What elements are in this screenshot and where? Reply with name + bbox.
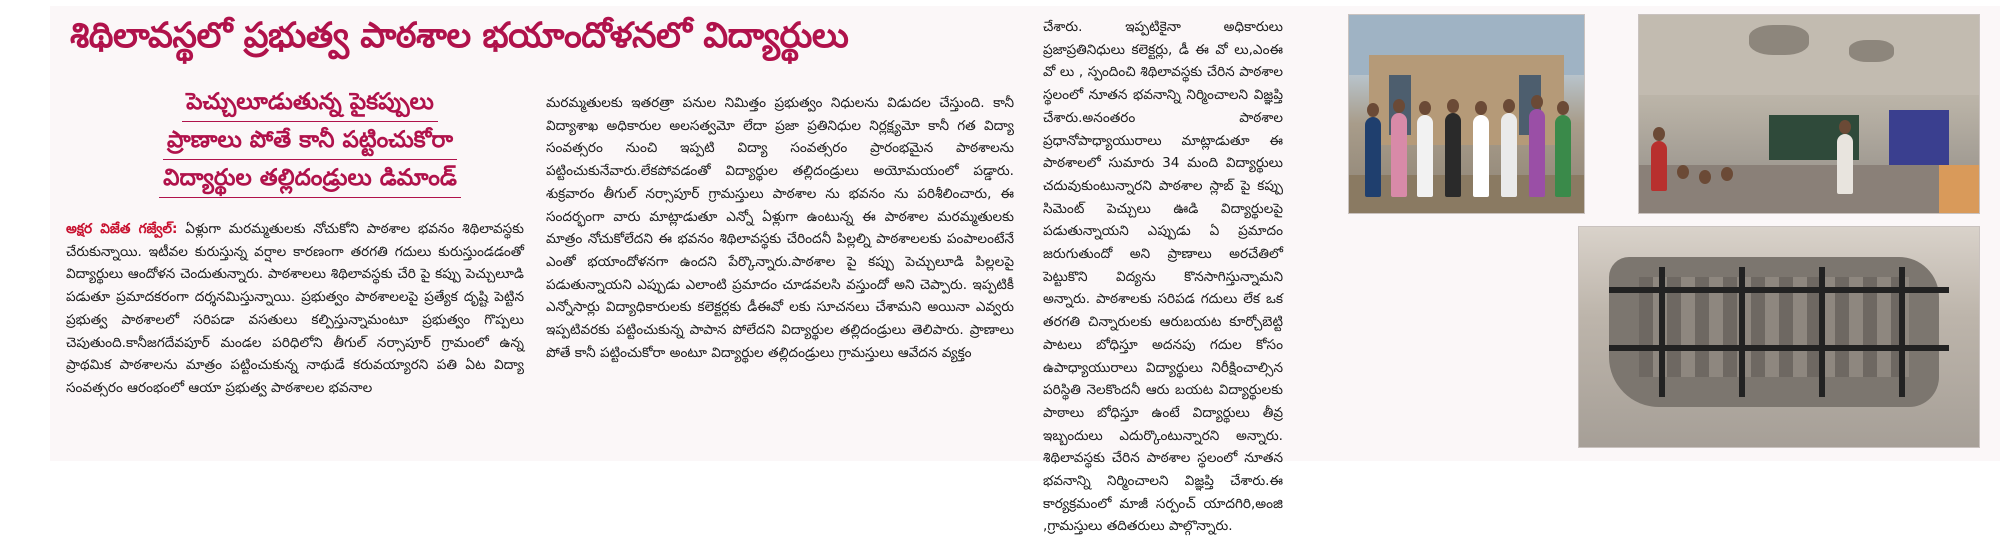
child-head (1721, 167, 1733, 181)
ceiling-damage (1849, 40, 1894, 62)
person-figure (1473, 115, 1489, 197)
person-figure (1445, 113, 1461, 197)
person-head (1503, 99, 1515, 113)
person-head (1531, 95, 1543, 109)
rebar-rod (1659, 267, 1665, 397)
person-head (1419, 101, 1431, 115)
person-figure (1651, 141, 1667, 191)
person-figure (1417, 115, 1433, 197)
column-2-text: మరమ్మతులకు ఇతరత్రా పనుల నిమిత్తం ప్రభుత్వం నిధులను విడుదల చేస్తుంది. కానీ విద్యాశాఖ అధికారుల అలసత్వమో లేదా ప్రజా ప్రతినిధుల నిర్లక్ష్యమో కానీ గత విద్యా సంవత్సరం నుంచి ఇప్పటి విద్యా సంవత్సరం ప్రారంభమైన పాఠశాలను పట్టించుకునేవారు.లేకపోవడంతో విద్యార్థుల తల్లిదండ్రులు అయోమయంలో పడ్డారు. శుక్రవారం తీగుల్ నర్సాపూర్ గ్రామస్తులు పాఠశాల ను భవనం ను పరిశీలించారు, ఈ సందర్భంగా వారు మాట్లాడుతూ ఎన్నో ఏళ్లుగా ఉంటున్న ఈ పాఠశాల మరమ్మతులకు మాత్రం నోచుకోలేదని ఈ భవనం శిథిలావస్థకు చేరిందనీ పిల్లల్ని పాఠశాలలకు పంపాలంటేనే ఎంతో భయాందోళనగా ఉందని పేర్కొన్నారు.పాఠశాల పై కప్పు పెచ్చులూడి పిల్లలపై పడుతున్నాయని ఎప్పుడు ఎలాంటి ప్రమాదం చూడవలసి వస్తుందో అని చెప్పారు. ఇప్పటికీ ఎన్నోసార్లు విద్యాధికారులకు కలెక్టర్లకు డీఈవో లకు సూచనలు చేశామని అయినా ఎవ్వరు ఇప్పటివరకు పట్టించుకున్న పాపాన పోలేదని విద్యార్థుల తల్లిదండ్రులు తెలిపారు. ప్రాణాలు పోతే కానీ పట్టించుకోరా అంటూ విద్యార్థుల తల్లిదండ్రులు గ్రామస్తులు ఆవేదన వ్యక్తం (546, 95, 1014, 361)
person-figure (1837, 134, 1853, 194)
person-head (1447, 99, 1459, 113)
article-column-2 (546, 92, 1014, 454)
byline: అక్షర విజేత గజ్వేల్: (66, 221, 178, 237)
article-column-1 (66, 218, 524, 453)
group-of-villagers-photo (1348, 14, 1585, 214)
ground-area (1349, 175, 1584, 213)
orange-object (1939, 165, 1979, 213)
child-head (1677, 165, 1689, 179)
newspaper-clipping (50, 6, 2000, 535)
subheading-block (110, 84, 510, 198)
person-figure (1529, 109, 1545, 197)
ceiling-area (1639, 15, 1979, 95)
child-head (1699, 170, 1711, 184)
subheading-3: విద్యార్థుల తల్లిదండ్రులు డిమాండ్ (159, 160, 461, 198)
person-figure (1555, 115, 1571, 197)
damaged-classroom-photo (1638, 14, 1980, 214)
floor-area (1639, 165, 1979, 213)
column-1-text: ఏళ్లుగా మరమ్మతులకు నోచుకోని పాఠశాల భవనం శిథిలావస్థకు చేరుకున్నాయి. ఇటీవల కురుస్తున్న వర్షాల కారణంగా తరగతి గదులు కురుస్తుండడంతో విద్యార్థులు ఆందోళన చెందుతున్నారు. పాఠశాలలు శిథిలావస్థకు చేరి పై కప్పు పెచ్చులూడి పడుతూ ప్రమాదకరంగా దర్శనమిస్తున్నాయి. ప్రభుత్వం పాఠశాలలపై ప్రత్యేక దృష్టి పెట్టిన ప్రభుత్వ పాఠశాలలో సరిపడా వసతులు కల్పిస్తున్నామంటూ ప్రభుత్వం గొప్పలు చెపుతుంది.కానీజగదేవపూర్ మండల పరిధిలోని తీగుల్ నర్సాపూర్ గ్రామంలో ఉన్న ప్రాథమిక పాఠశాలను మాత్రం పట్టించుకున్న నాథుడే కరువయ్యారని పతి ఏట విద్యా సంవత్సరం ఆరంభంలో ఆయా ప్రభుత్వ పాఠశాలల భవనాల (66, 221, 525, 396)
person-head (1839, 120, 1851, 134)
subheading-1: పెచ్చులూడుతున్న పైకప్పులు (182, 84, 438, 122)
person-head (1557, 101, 1569, 115)
person-figure (1501, 113, 1517, 197)
person-head (1653, 127, 1665, 141)
column-3-text: చేశారు. ఇప్పటికైనా అధికారులు ప్రజాప్రతినిధులు కలెక్టర్లు, డీ ఈ వో లు,ఎంఈ వో లు , స్పందించి శిథిలావస్థకు చేరిన పాఠశాల స్థలంలో నూతన భవనాన్ని నిర్మించాలని విజ్ఞప్తి చేశారు.అనంతరం పాఠశాల ప్రధానోపాధ్యాయురాలు మాట్లాడుతూ ఈ పాఠశాలలో సుమారు 34 మంది విద్యార్థులు చదువుకుంటున్నారని పాఠశాల స్లాబ్ పై కప్పు సిమెంట్ పెచ్చులు ఊడి విద్యార్థులపై పడుతున్నాయని ఎప్పుడు ఏ ప్రమాదం జరుగుతుందో అని ప్రాణాలు అరచేతిలో పెట్టుకొని విద్యను కొనసాగిస్తున్నామని అన్నారు. పాఠశాలకు సరిపడ గదులు లేక ఒక తరగతి చిన్నారులకు ఆరుబయట కూర్చోబెట్టి పాటలు బోధిస్తూ అదనపు గదుల కోసం ఉపాధ్యాయురాలు విద్యార్థులు నిరీక్షించాల్సిన పరిస్థితి నెలకొందనీ ఆరు బయట విద్యార్థులకు పాఠాలు బోధిస్తూ ఉంటే విద్యార్థులు తీవ్ర ఇబ్బందులు ఎదుర్కొంటున్నారని అన్నారు. శిథిలావస్థకు చేరిన పాఠశాల స్థలంలో నూతన భవనాన్ని నిర్మించాలని విజ్ఞప్తి చేశారు.ఈ కార్యక్రమంలో మాజీ సర్పంచ్ యాదగిరి,అంజి ,గ్రామస్తులు తదితరులు పాల్గొన్నారు. (1043, 19, 1283, 535)
person-head (1367, 103, 1379, 117)
article-column-3 (1043, 16, 1283, 535)
rebar-rod (1739, 267, 1745, 397)
subheading-2: ప్రాణాలు పోతే కానీ పట్టించుకోరా (163, 122, 457, 160)
person-figure (1391, 113, 1407, 197)
article-headline: శిథిలావస్థలో ప్రభుత్వ పాఠశాల భయాందోళనలో విద్యార్థులు (70, 16, 849, 56)
ceiling-damage (1749, 25, 1809, 55)
rebar-rod (1819, 267, 1825, 397)
exposed-rebar-ceiling-photo (1578, 226, 1980, 448)
person-figure (1365, 117, 1381, 197)
rebar-rod (1899, 267, 1905, 397)
person-head (1475, 101, 1487, 115)
person-head (1393, 99, 1405, 113)
